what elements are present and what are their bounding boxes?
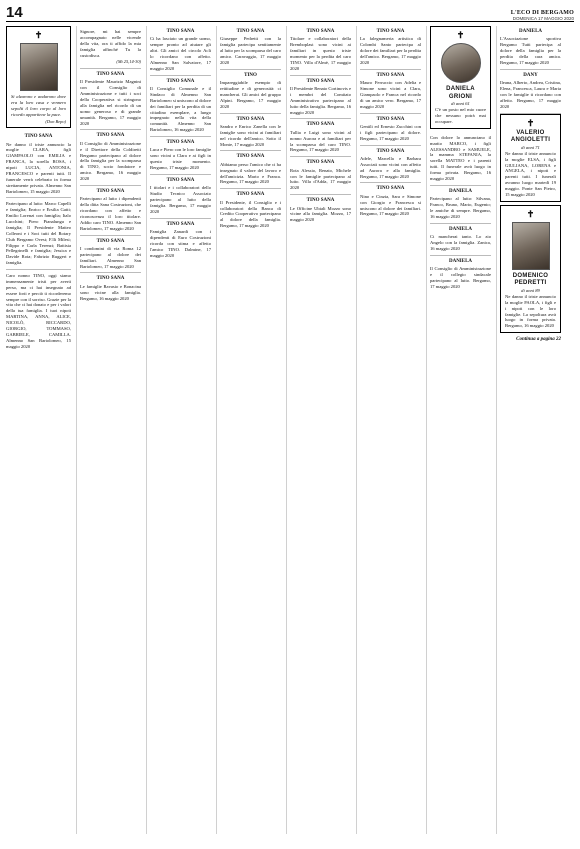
notice-text: Partecipano al lutto: Silvana, Franco, Bruno, Mario, Eugenio; le amiche di sempre. Bergamo, 16 maggio 2020: [430, 196, 491, 219]
notice-title: TINO SANA: [236, 29, 265, 34]
notice-title: TINO SANA: [306, 198, 335, 204]
notice-title: TINO SANA: [166, 29, 195, 34]
cross-icon: ✝: [456, 30, 465, 40]
notice-title: TINO SANA: [376, 72, 405, 78]
newspaper-name: L'ECO DI BERGAMO: [510, 10, 574, 16]
deceased-name: VALERIO ANGIOLETTI: [510, 129, 551, 144]
condolence-notice: [150, 137, 211, 175]
notice-title: DANIELA: [518, 29, 543, 34]
notice-title: TINO SANA: [306, 122, 335, 128]
notice-text: Adele, Marcella e Barbara Associati sono vicini con affetto ad Aurora e alla famiglia. Bergamo, 17 maggio 2020: [360, 155, 421, 179]
death-announcement: [500, 114, 561, 202]
cross-icon: ✝: [526, 117, 535, 128]
condolence-notice: [290, 157, 351, 195]
condolence-notice: [80, 26, 141, 69]
notice-text: Ne danno il triste annuncio la moglie ELSA, i figli GIULIANA, LORENA e ANGELA, i nipoti e parenti tutti. I funerali avranno luogo martedì 19 maggio. Ponte San Pietro, 15 maggio 2020: [505, 150, 556, 197]
deceased-age: di anni 61: [451, 101, 470, 107]
condolence-notice: [360, 26, 421, 70]
notice-text: Ne danno il triste annuncio la moglie PAOLA, i figli e i nipoti con le loro famiglie. La sepoltura avrà luogo in forma privata. Bergamo, 16 maggio 2020: [505, 293, 556, 329]
notice-title: TINO SANA: [96, 133, 125, 139]
condolence-notice: [430, 132, 491, 186]
notice-title: DANIELA: [448, 258, 473, 264]
deceased-name: DOMENICO PEDRETTI: [512, 272, 549, 287]
notice-title: DANY: [523, 72, 538, 78]
condolence-notice: [360, 114, 421, 146]
portrait-photo: [20, 43, 58, 91]
notice-title: TINO SANA: [376, 148, 405, 154]
notice-title: TINO SANA: [166, 221, 195, 227]
death-announcement: [6, 26, 71, 128]
notice-title: TINO: [244, 72, 257, 78]
column-1: [6, 26, 71, 834]
page-number: 14: [6, 4, 23, 21]
notice-text: La falegnameria artistica di Colombi Santo partecipa al dolore dei familiari per la perdita dell'amico. Bergamo, 17 maggio 2020: [360, 36, 421, 65]
condolence-notice: [80, 186, 141, 236]
condolence-notice: [220, 26, 281, 70]
notice-text: Partecipano al lutto i dipendenti della ditta Sana Costruzioni, che ricordano con affetto e riconoscenza il loro titolare. Addio caro TINO. Almenno San Bartolomeo, 17 maggio 2020: [80, 196, 141, 231]
notice-text: L'Associazione sportiva Bergamo Tutti partecipa al dolore della famiglia per la perdita della cara amica. Bergamo, 17 maggio 2020: [500, 36, 561, 65]
notice-title: TINO SANA: [236, 116, 265, 122]
notice-text: I titolari e i collaboratori dello Studio Tecnico Associato partecipano al lutto della famiglia. Bergamo, 17 maggio 2020: [150, 185, 211, 214]
condolence-notice: [360, 183, 421, 220]
notice-text: Ci mancherai tanto. Lo zio Angelo con la famiglia. Zanica, 16 maggio 2020: [430, 234, 491, 251]
notice-text: Ileana, Alberto, Andrea, Cristina, Elena, Francesca, Laura e Maria con le famiglie ti ricordano con affetto. Bergamo, 17 maggio 2020: [500, 80, 561, 109]
condolence-notice: [6, 131, 71, 198]
obituary-columns: [6, 26, 574, 834]
notice-text: Il Presidente Renato Cortinovis e i membri del Comitato Amministrativo partecipano al lutto della famiglia. Bergamo, 16 maggio 2020: [290, 86, 351, 115]
notice-title: TINO SANA: [236, 192, 265, 198]
condolence-notice: [290, 119, 351, 157]
condolence-notice: [150, 219, 211, 262]
notice-text: Il Consiglio Comunale e il Sindaco di Almenno San Bartolomeo si uniscono al dolore dei familiari per la perdita di un cittadino esemplare, a lungo impegnato nella vita della comunità. Almenno San Bartolomeo, 16 maggio 2020: [150, 86, 211, 133]
portrait-photo: [441, 43, 481, 83]
notice-text: Il Presidente, il Consiglio e i collaboratori della Banca di Credito Cooperativo partecipano al dolore della famiglia. Bergamo, 17 maggio 2020: [220, 199, 281, 229]
notice-text: Sandro e Enrico Zanella con le famiglie sono vicini ai familiari nel ricordo dell'amico. Sotto il Monte, 17 maggio 2020: [220, 123, 281, 147]
column-2: [76, 26, 141, 834]
notice-title: TINO SANA: [376, 116, 405, 122]
condolence-notice: [290, 195, 351, 226]
notice-text: Ne danno il triste annuncio la moglie CLARA, figli GIAMPAOLO con EMILIA e FRANCA, la sorella ROSA, i nipoti LUCIA, ANTONIA, FRANCESCO e parenti tutti. Il funerale verrà celebrato in forma strettamente privata. Almenno San Bartolomeo, 15 maggio 2020: [6, 141, 71, 194]
column-4: [216, 26, 281, 834]
notice-text: Giuseppe Pedretti con la famiglia partecipa sentitamente al lutto per la scomparsa del caro amico. Caravaggio, 17 maggio 2020: [220, 36, 281, 65]
notice-text: Le famiglie Ravasio e Bonacina sono vicine alla famiglia. Bergamo, 16 maggio 2020: [80, 283, 141, 301]
notice-text: I condomini di via Roma 12 partecipano al dolore dei familiari. Almenno San Bartolomeo, 17 maggio 2020: [80, 245, 141, 269]
notice-text: Si alzarono e andarono dove era la loro casa e vennero sepolti il loro corpo al loro ricordo appartiene la pace.: [11, 94, 66, 117]
notice-title: TINO SANA: [166, 140, 195, 146]
condolence-notice: [80, 236, 141, 274]
condolence-notice: [150, 26, 211, 76]
notice-title: TINO SANA: [96, 276, 125, 282]
condolence-notice: [80, 273, 141, 304]
cross-icon: ✝: [526, 208, 535, 219]
notice-title: TINO SANA: [236, 154, 265, 160]
notice-text: Ci ha lasciato un grande uomo, sempre pronto ad aiutare gli altri. Gli amici del circolo Acli lo ricordano con affetto. Almenno San Salvatore, 17 maggio 2020: [150, 36, 211, 71]
notice-title: TINO SANA: [306, 29, 335, 34]
condolence-notice: [220, 114, 281, 152]
notice-title: TINO SANA: [24, 134, 53, 140]
notice-text: Signore, mi hai sempre accompagnato nelle vicende della vita, ora ti affido la mia famiglia affinché Tu la custodisca.: [80, 29, 141, 58]
notice-text: Impareggiabile esempio di rettitudine e di generosità: ci mancherai. Gli amici del gruppo Alpini. Bergamo, 17 maggio 2020: [220, 80, 281, 109]
notice-text: Con dolore lo annunciano il marito MARCO, i figli ALESSANDRO e SAMUELE, la mamma STEFANIA, la sorella MATTEO e i parenti tutti. Il funerale avrà luogo in forma privata. Bergamo, 16 maggio 2020: [430, 134, 491, 181]
condolence-notice: [360, 70, 421, 114]
notice-text: Tullia e Luigi sono vicini al nonno Aurora e ai familiari per la scomparsa del caro TINO. Bergamo, 17 maggio 2020: [290, 129, 351, 153]
column-3: [146, 26, 211, 834]
column-8: [496, 26, 561, 834]
notice-title: TINO SANA: [96, 238, 125, 244]
condolence-notice: [150, 76, 211, 137]
notice-title: DANIELA: [448, 188, 473, 194]
notice-text: C'è un posto nel mio cuore che nessuno potrà mai occupare.: [435, 107, 486, 124]
death-announcement: [500, 205, 561, 333]
page-header: [6, 4, 574, 22]
notice-signature: (Don Bepo): [45, 118, 66, 124]
notice-title: TINO SANA: [376, 29, 405, 34]
condolence-notice: [500, 70, 561, 114]
notice-title: TINO SANA: [306, 78, 335, 84]
condolence-notice: [290, 26, 351, 76]
issue-date: DOMENICA 17 MAGGIO 2020: [512, 16, 574, 21]
notice-text: Gentili ed Ernesto Zucchini con i figli partecipano al dolore. Bergamo, 17 maggio 2020: [360, 123, 421, 141]
column-6: [356, 26, 421, 834]
notice-text: Caro nonno TINO, oggi siamo immensamente tristi per averti perso, ma ci hai insegnato ad essere forti e perciò ti ricorderemo sempre con il sorriso. Grazie per la vita che ci hai donato e per i valori della tua famiglia. I tuoi nipoti MARTINA, ANNA, ALICE, NICOLÒ, RICCARDO, GIORGIO, TOMMASO, GABRIELE, CAMILLA. Almenno San Bartolomeo, 15 maggio 2020: [6, 273, 71, 349]
notice-title: TINO SANA: [306, 160, 335, 166]
condolence-notice: [360, 146, 421, 184]
condolence-notice: [290, 76, 351, 120]
notice-text: Rota Alessio, Renato, Michele con le famiglie partecipano al lutto. Villa d'Adda, 17 maggio 2020: [290, 167, 351, 191]
deceased-age: di anni 71: [521, 144, 540, 150]
notice-title: TINO SANA: [166, 78, 195, 84]
notice-title: TINO SANA: [376, 186, 405, 192]
condolence-notice: [6, 198, 71, 270]
notice-text: Famiglia Zanardi con i dipendenti di Euro Costruzioni ricorda con stima e affetto l'amico TINO. Dalmine, 17 maggio 2020: [150, 229, 211, 258]
notice-title: DANIELA: [448, 226, 473, 232]
condolence-notice: [220, 189, 281, 232]
condolence-notice: [220, 70, 281, 114]
notice-text: Il Presidente Maurizio Magnini con il Consiglio di Amministrazione e tutti i soci della Cooperativa si stringono alla famiglia nel ricordo di un uomo generoso e di grande umanità. Bergamo, 17 maggio 2020: [80, 79, 141, 126]
deceased-name: DANIELA GRIONI: [446, 86, 475, 100]
condolence-notice: [220, 151, 281, 189]
continued-on-page-link[interactable]: Continua a pagina 22: [516, 337, 561, 343]
cross-icon: ✝: [34, 30, 43, 40]
notice-title: TINO SANA: [96, 188, 125, 194]
condolence-notice: [430, 186, 491, 224]
notice-text: Il Consiglio di Amministrazione e il Direttore della Coldiretti Bergamo partecipano al dolore della famiglia per la scomparsa di TINO, socio fondatore e amico. Bergamo, 16 maggio 2020: [80, 140, 141, 182]
condolence-notice: [150, 175, 211, 219]
column-5: [286, 26, 351, 834]
notice-text: Nino e Cinzia, Sara e Simone con Giorgio e Francesca si uniscono al dolore dei familiari. Bergamo, 17 maggio 2020: [360, 193, 421, 217]
condolence-notice: [500, 26, 561, 70]
masthead: [511, 10, 574, 21]
condolence-notice: [430, 256, 491, 293]
notice-text: Le Officine Ubiali Mozzo sono vicine alla famiglia. Mozzo, 17 maggio 2020: [290, 205, 351, 223]
notice-text: Partecipano al lutto: Marco Capelli e famiglia; Enrico e Ersilia Gatti; Emilio Lorenzi con famiglia; Italo Lucchini; Piero Pianalunga e famiglia; Il Presidente Matteo Colleoni e i Soci tutti del Rotary Club Bergamo Ovest; F.lli Milesi; Filippo e Carla Terenzi; Battista Pellegrinelli e famiglia; Jessica e Davide Rota; Fabrizio Ruggeri e famiglia.: [6, 201, 71, 266]
death-announcement: [430, 26, 491, 129]
portrait-photo: [512, 222, 550, 270]
notice-title: TINO SANA: [96, 72, 125, 77]
deceased-age: di anni 89: [521, 288, 540, 294]
notice-text: Mauro Ferruccio con Adelia e Simone sono vicini a Clara, Giampaolo e Franca nel ricordo di un amico vero. Bergamo, 17 maggio 2020: [360, 80, 421, 109]
notice-text: Luca e Piero con le loro famiglie sono vicini a Clara e ai figli in questo triste momento. Bergamo, 17 maggio 2020: [150, 147, 211, 171]
column-7: [426, 26, 491, 834]
notice-text: Il Consiglio di Amministrazione e il collegio sindacale partecipano al lutto. Bergamo, 17 maggio 2020: [430, 266, 491, 289]
notice-text: Titolare e collaboratori della Bremboplast sono vicini ai familiari in questo triste momento per la perdita del caro TINO. Villa d'Almè, 17 maggio 2020: [290, 36, 351, 71]
condolence-notice: [80, 130, 141, 186]
condolence-notice: [6, 270, 71, 352]
notice-signature: (Mt 25,14-30): [116, 59, 141, 65]
condolence-notice: [430, 224, 491, 256]
notice-title: TINO SANA: [166, 177, 195, 183]
condolence-notice: [80, 69, 141, 130]
notice-text: Abbiamo perso l'amico che ci ha insegnato il valore del lavoro e dell'amicizia. Mario e Franca. Bergamo, 17 maggio 2020: [220, 161, 281, 185]
